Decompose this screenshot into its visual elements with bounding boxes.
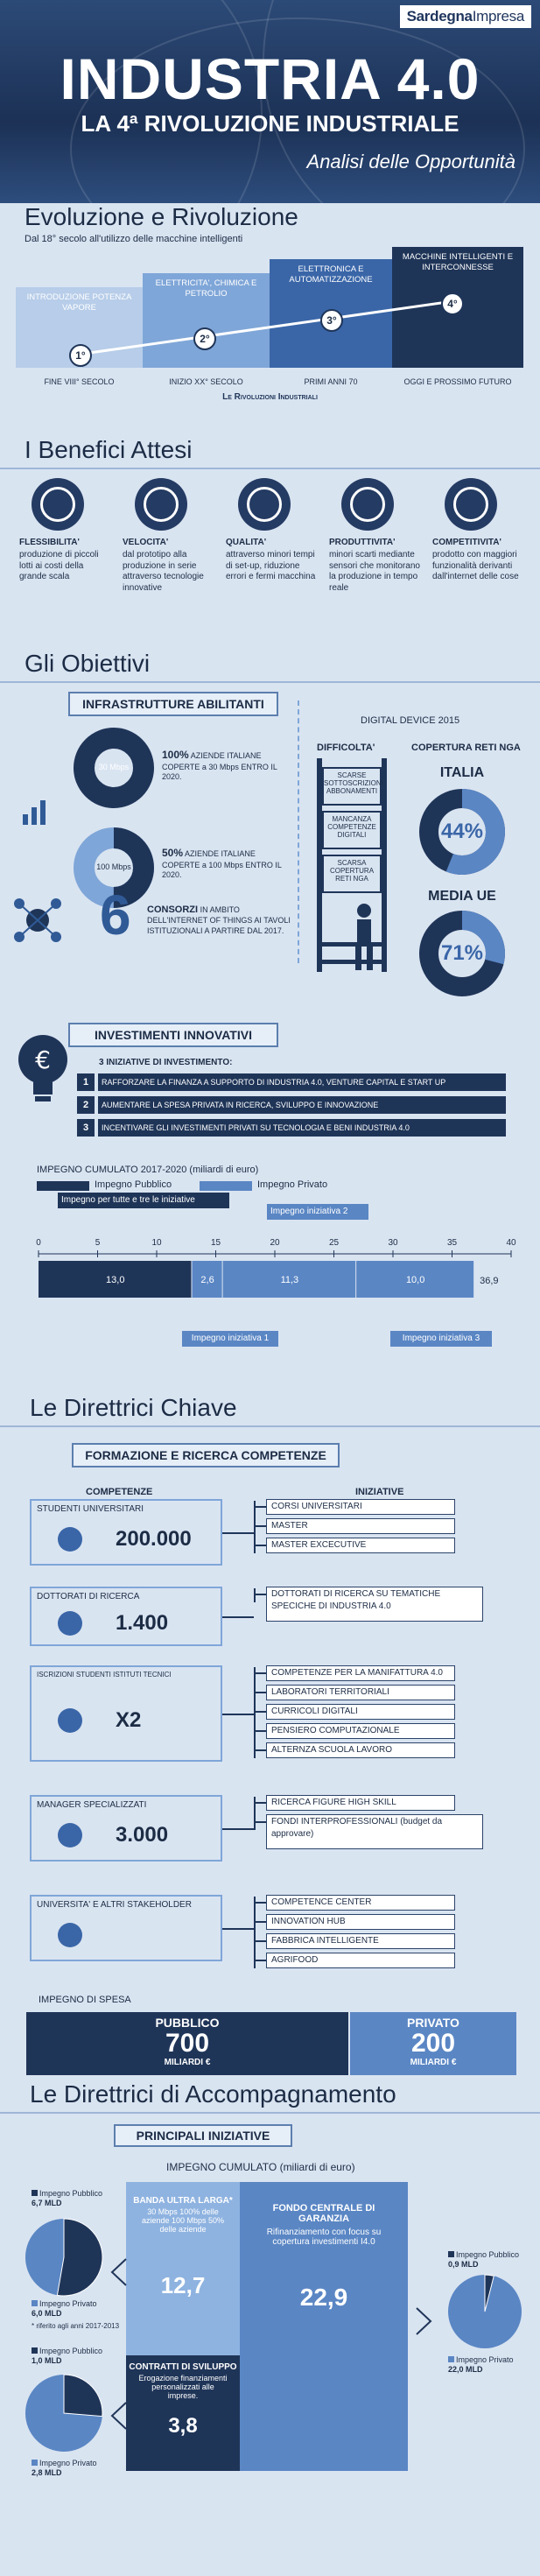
tick-label: 40 <box>506 1238 516 1248</box>
tick-label: 25 <box>328 1238 340 1248</box>
tick-label: 35 <box>446 1238 458 1248</box>
arrows-icon <box>32 478 84 531</box>
wifi-icon <box>21 795 56 827</box>
competence-rows <box>0 1499 540 1989</box>
competence-icon <box>58 1708 82 1733</box>
header-banner <box>0 0 540 203</box>
initiative-item: CURRICOLI DIGITALI <box>266 1704 455 1720</box>
initiative-item: LABORATORI TERRITORIALI <box>266 1685 455 1700</box>
evolution-intro: Dal 18° secolo all'utilizzo delle macchine intelligenti <box>25 234 243 244</box>
arrow-left-contratti <box>109 2401 130 2431</box>
tick-label: 10 <box>151 1238 162 1248</box>
segment-label: 2,6 <box>200 1275 214 1285</box>
difficolta-label: DIFFICOLTA' <box>317 743 375 753</box>
spend-privato: PRIVATO 200 MILIARDI € <box>350 2012 516 2075</box>
copertura-label: COPERTURA RETI NGA <box>411 743 521 753</box>
digital-device-title: DIGITAL DEVICE 2015 <box>361 715 460 726</box>
benefit-head: VELOCITA' <box>123 538 169 547</box>
initiative-item: CORSI UNIVERSITARI <box>266 1499 455 1515</box>
benefit-text: produzione di piccoli lotti ai costi della grande scala <box>19 550 99 581</box>
consorzi-number: 6 <box>100 883 131 947</box>
spend-pubblico: PUBBLICO 700 MILIARDI € <box>26 2012 348 2075</box>
gears-icon <box>341 478 394 531</box>
legend-priv: Impegno Privato <box>257 1179 328 1190</box>
initiative-item: FABBRICA INTELLIGENTE <box>266 1933 455 1949</box>
italia-label: ITALIA <box>439 765 485 780</box>
initiative-item: AGRIFOOD <box>266 1953 455 1968</box>
callout-1: Impegno iniziativa 1 <box>182 1331 278 1347</box>
callout-2: Impegno iniziativa 2 <box>267 1204 368 1220</box>
competence-value: X2 <box>116 1708 142 1732</box>
invest-header: INVESTIMENTI INNOVATIVI <box>68 1023 278 1047</box>
euro-bulb-icon <box>16 1030 70 1105</box>
competence-icon <box>58 1527 82 1552</box>
competence-icon <box>58 1823 82 1848</box>
total-label: 36,9 <box>480 1276 499 1286</box>
competence-value: 3.000 <box>116 1823 169 1847</box>
competence-label: UNIVERSITA' E ALTRI STAKEHOLDER <box>37 1900 192 1910</box>
tick-label: 30 <box>388 1238 398 1248</box>
network-icon <box>12 895 63 946</box>
brand-logo: SardegnaImpresa <box>400 5 531 28</box>
segment-label: 13,0 <box>106 1275 125 1285</box>
competence-icon <box>58 1923 82 1947</box>
initiative-item: MASTER EXCECUTIVE <box>266 1538 455 1553</box>
donut2-label: 100 Mbps <box>96 862 131 871</box>
pie-fondo <box>443 2271 527 2352</box>
competence-label: ISCRIZIONI STUDENTI ISTITUTI TECNICI <box>37 1671 172 1679</box>
segment-label: 11,3 <box>280 1275 299 1285</box>
competence-value: 1.400 <box>116 1611 169 1635</box>
col-competenze: COMPETENZE <box>86 1487 153 1497</box>
donut1-label: 30 Mbps <box>98 763 130 771</box>
benefits-title: I Benefici Attesi <box>25 436 193 463</box>
legend-pub-swatch <box>37 1181 89 1191</box>
benefit-text: prodotto con maggiori funzionalità derivanti dall'internet delle cose <box>432 550 519 581</box>
legend-pub: Impegno Pubblico <box>95 1179 172 1190</box>
cumulative-stacked-bar <box>30 1219 520 1324</box>
benefit-text: dal prototipo alla produzione in serie attraverso tecnologie innovative <box>123 550 204 593</box>
banda-box: BANDA ULTRA LARGA* 30 Mbps 100% delle aziende 100 Mbps 50% delle aziende 12,7 <box>126 2182 240 2355</box>
step-2-box: ELETTRICITA', CHIMICA E PETROLIO <box>143 273 270 368</box>
era-2: INIZIO XX° SECOLO <box>169 377 243 386</box>
initiative-item: DOTTORATI DI RICERCA SU TEMATICHE SPECICHE DI INDUSTRIA 4.0 <box>266 1587 483 1622</box>
donut1-desc: 100% AZIENDE ITALIANE COPERTE a 30 Mbps ENTRO IL 2020. <box>162 749 277 782</box>
bulb-icon <box>445 478 497 531</box>
tick-label: 20 <box>270 1238 280 1248</box>
benefit-head: QUALITA' <box>226 538 267 547</box>
competence-label: MANAGER SPECIALIZZATI <box>37 1800 147 1810</box>
era-1: FINE VIII° SECOLO <box>44 377 115 386</box>
pie-public-slice <box>64 2375 102 2417</box>
era-3: PRIMI ANNI 70 <box>304 377 358 386</box>
initiative-number: 2 <box>77 1096 95 1114</box>
contratti-box: CONTRATTI DI SVILUPPO Erogazione finanziamenti personalizzati alle imprese. 3,8 <box>126 2355 240 2471</box>
ladder-step-2: MANCANZA COMPETENZE DIGITALI <box>322 811 382 849</box>
initiative-item: PENSIERO COMPUTAZIONALE <box>266 1723 455 1739</box>
competence-label: DOTTORATI DI RICERCA <box>37 1592 140 1601</box>
goals-title: Gli Obiettivi <box>25 650 151 677</box>
initiative-item: ALTERNZA SCUOLA LAVORO <box>266 1742 455 1758</box>
guidelines-title: Le Direttrici Chiave <box>30 1394 237 1421</box>
competence-box <box>30 1587 222 1646</box>
infra-header: INFRASTRUTTURE ABILITANTI <box>68 692 278 716</box>
benefit-head: FLESSIBILITA' <box>19 538 80 547</box>
initiative-item: RICERCA FIGURE HIGH SKILL <box>266 1795 455 1811</box>
callout-3: Impegno iniziativa 3 <box>390 1331 492 1347</box>
competence-box <box>30 1665 222 1762</box>
competence-box <box>30 1499 222 1566</box>
step-2-badge: 2° <box>193 327 216 350</box>
competence-icon <box>58 1611 82 1636</box>
ladder-step-3: SCARSA COPERTURA RETI NGA <box>322 855 382 893</box>
step-1-box: INTRODUZIONE POTENZA VAPORE <box>16 287 143 368</box>
step-3-box: ELETTRONICA E AUTOMATIZZAZIONE <box>270 259 392 368</box>
benefit-head: PRODUTTIVITA' <box>329 538 396 547</box>
page-title: INDUSTRIA 4.0 <box>60 46 480 111</box>
pie-public-slice <box>57 2219 102 2296</box>
banda-priv-legend: Impegno Privato 6,0 MLD <box>32 2299 97 2318</box>
initiative-item: COMPETENZE PER LA MANIFATTURA 4.0 <box>266 1665 455 1681</box>
pie-contratti <box>18 2369 110 2457</box>
step-1-badge: 1° <box>69 344 92 367</box>
accomp-header: PRINCIPALI INIZIATIVE <box>114 2124 292 2147</box>
initiative-text: RAFFORZARE LA FINANZA A SUPPORTO DI INDUSTRIA 4.0, VENTURE CAPITAL E START UP <box>98 1073 506 1091</box>
benefit-text: minori scarti mediante sensori che monitorano la produzione in tempo reale <box>329 550 420 593</box>
page-subtitle: LA 4ª RIVOLUZIONE INDUSTRIALE <box>81 110 459 137</box>
step-4-box: MACCHINE INTELLIGENTI E INTERCONNESSE <box>392 247 523 368</box>
benefit-text: attraverso minori tempi di set-up, riduzione errori e fermi macchina <box>226 550 316 581</box>
arrow-left-banda <box>109 2257 130 2287</box>
benefits-list <box>19 478 536 618</box>
timer-icon <box>135 478 187 531</box>
step-3-badge: 3° <box>320 309 343 332</box>
competence-value: 200.000 <box>116 1527 192 1551</box>
italia-value: 44% <box>440 820 484 843</box>
fondo-priv-legend: Impegno Privato 22,0 MLD <box>448 2355 514 2374</box>
spend-title: IMPEGNO DI SPESA <box>39 1995 131 2005</box>
pie-banda <box>18 2214 110 2301</box>
col-iniziative: INIZIATIVE <box>355 1487 404 1497</box>
step-4-badge: 4° <box>441 292 464 315</box>
initiative-item: MASTER <box>266 1518 455 1534</box>
benefit-head: COMPETITIVITA' <box>432 538 501 547</box>
banda-pub-legend: Impegno Pubblico 6,7 MLD <box>32 2189 103 2207</box>
competence-label: STUDENTI UNIVERSITARI <box>37 1504 144 1514</box>
growth-icon <box>238 478 291 531</box>
accomp-title: Le Direttrici di Accompagnamento <box>30 2080 396 2108</box>
tick-label: 5 <box>95 1238 101 1248</box>
consorzi-desc: CONSORZI IN AMBITO DELL'INTERNET OF THINGS AI TAVOLI ISTITUZIONALI A PARTIRE DAL 2017. <box>147 904 291 935</box>
callout-all: Impegno per tutte e tre le iniziative <box>58 1193 229 1208</box>
initiative-text: AUMENTARE LA SPESA PRIVATA IN RICERCA, SVILUPPO E INNOVAZIONE <box>98 1096 506 1114</box>
competence-box <box>30 1895 222 1961</box>
ladder-step-1: SCARSE SOTTOSCRIZIONI ABBONAMENTI <box>322 767 382 806</box>
initiative-number: 1 <box>77 1073 95 1091</box>
initiative-text: INCENTIVARE GLI INVESTIMENTI PRIVATI SU TECNOLOGIA E BENI INDUSTRIA 4.0 <box>98 1119 506 1137</box>
formazione-header: FORMAZIONE E RICERCA COMPETENZE <box>72 1443 340 1467</box>
initiative-item: FONDI INTERPROFESSIONALI (budget da approvare) <box>266 1814 483 1849</box>
tick-label: 0 <box>36 1238 41 1248</box>
svg-text:€: € <box>35 1045 51 1074</box>
era-4: OGGI E PROSSIMO FUTURO <box>403 377 512 386</box>
segment-label: 10,0 <box>405 1275 425 1285</box>
accomp-cum-title: IMPEGNO CUMULATO (miliardi di euro) <box>166 2161 355 2173</box>
initiative-item: COMPETENCE CENTER <box>266 1895 455 1911</box>
legend-priv-swatch <box>200 1181 252 1191</box>
evolution-title: Evoluzione e Rivoluzione <box>25 203 298 230</box>
contr-pub-legend: Impegno Pubblico 1,0 MLD <box>32 2347 103 2365</box>
ue-label: MEDIA UE <box>428 889 496 904</box>
invest-intro: 3 INIZIATIVE DI INVESTIMENTO: <box>99 1058 233 1067</box>
donut2-desc: 50% AZIENDE ITALIANE COPERTE a 100 Mbps ENTRO IL 2020. <box>162 847 282 880</box>
competence-box <box>30 1795 222 1862</box>
arrow-right-fondo <box>413 2306 434 2336</box>
evolution-caption: Le Rivoluzioni Industriali <box>222 392 318 402</box>
banda-note: * riferito agli anni 2017-2013 <box>32 2322 120 2330</box>
initiative-list <box>77 1073 506 1144</box>
initiative-item: INNOVATION HUB <box>266 1914 455 1930</box>
fondo-pub-legend: Impegno Pubblico 0,9 MLD <box>448 2250 520 2269</box>
initiative-number: 3 <box>77 1119 95 1137</box>
contr-priv-legend: Impegno Privato 2,8 MLD <box>32 2459 97 2477</box>
analysis-label: Analisi delle Opportunità <box>306 151 515 172</box>
cum-title: IMPEGNO CUMULATO 2017-2020 (miliardi di euro) <box>37 1165 259 1175</box>
tick-label: 15 <box>210 1238 221 1248</box>
ue-value: 71% <box>440 941 484 965</box>
fondo-box: FONDO CENTRALE DI GARANZIA Rifinanziamento con focus su copertura investimenti I4.0 22,9 <box>240 2182 408 2471</box>
